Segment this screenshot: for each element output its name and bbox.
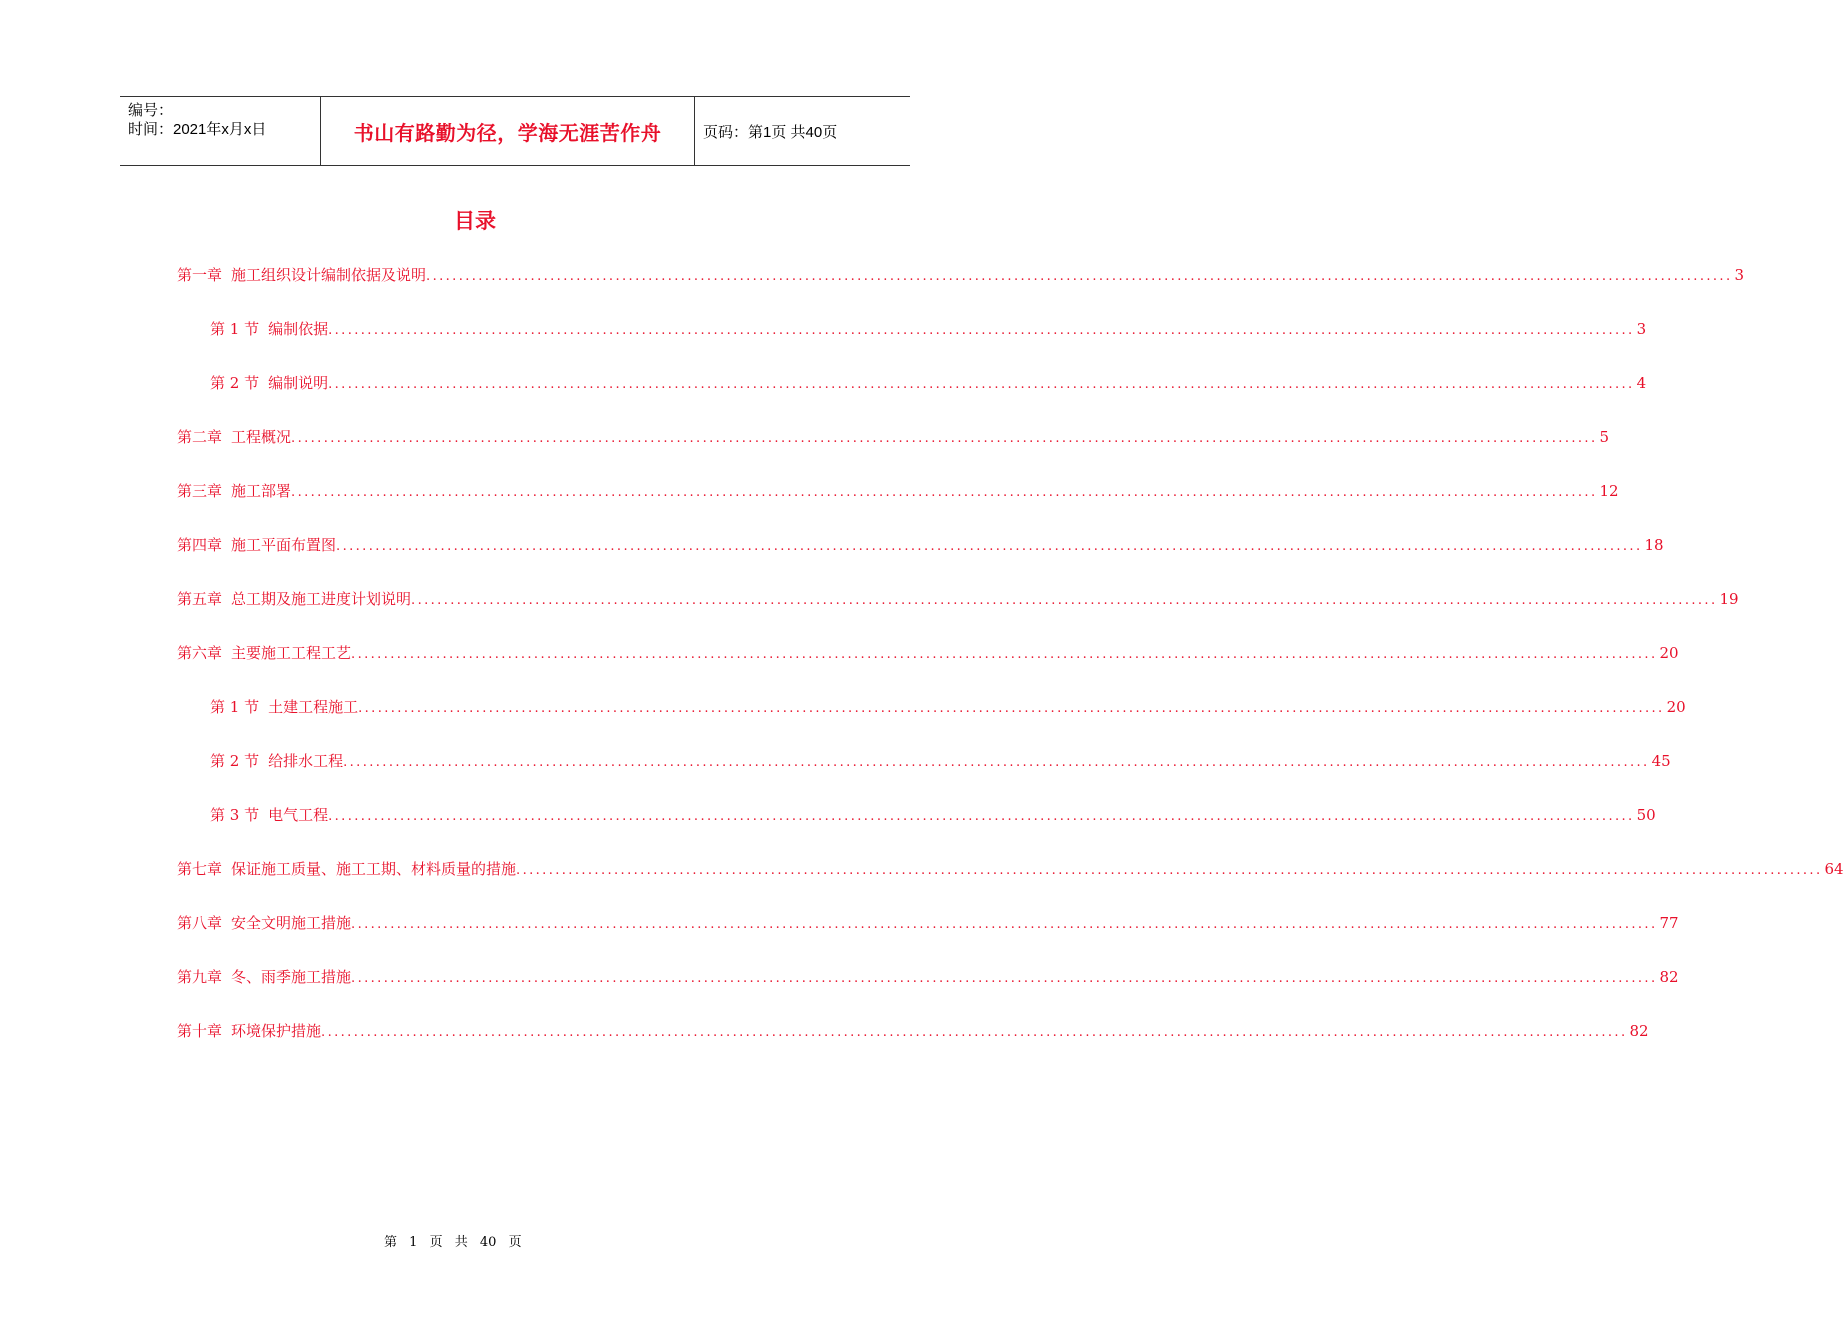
toc-entry-title: 施工平面布置图 [231,536,337,554]
toc-entry-page: 4 [1636,374,1647,392]
toc-dot-leader: ........................................................................................................................................................................................................ [426,269,1733,284]
toc-dot-leader: ........................................................................................................................................................................................................ [328,323,1635,338]
toc-entry-number: 第二章 [177,428,223,446]
header-page-cell [695,97,910,165]
toc-entry-page: 12 [1599,482,1619,500]
footer-ye-2: 页 [508,1235,522,1250]
toc-entry[interactable] [177,966,1679,988]
toc-entry-page: 50 [1636,806,1656,824]
toc-entry-page: 45 [1651,752,1671,770]
footer-page-number: 1 [409,1235,418,1250]
toc-entry[interactable] [177,534,1664,556]
toc-entry-number: 第 1 节 [210,698,260,716]
footer-di: 第 [384,1235,398,1250]
toc-entry-page: 82 [1629,1022,1649,1040]
toc-entry-number: 第十章 [177,1022,223,1040]
toc-dot-leader: ........................................................................................................................................................................................................ [351,971,1658,986]
page-header [120,96,910,166]
footer-ye: 页 [429,1235,443,1250]
toc-dot-leader: ........................................................................................................................................................................................................ [343,755,1650,770]
toc-entry-page: 3 [1734,266,1745,284]
toc-entry-number: 第 2 节 [210,374,260,392]
toc-entry[interactable] [177,264,1745,286]
toc-entry-page: 5 [1599,428,1610,446]
toc-entry[interactable] [177,426,1610,448]
toc-dot-leader: ........................................................................................................................................................................................................ [321,1025,1628,1040]
toc-entry-title: 施工部署 [231,482,292,500]
toc-dot-leader: ........................................................................................................................................................................................................ [358,701,1665,716]
toc-entry-number: 第 1 节 [210,320,260,338]
toc-entry-page: 19 [1719,590,1739,608]
time-label: 时间：2021年x月x日 [128,121,267,138]
toc-entry-title: 给排水工程 [268,752,344,770]
footer-gong: 共 [454,1235,468,1250]
toc-title: 目录 [454,209,496,233]
toc-entry[interactable] [177,480,1619,502]
toc-entry[interactable] [210,750,1671,772]
toc-entry[interactable] [210,372,1647,394]
toc-entry-page: 18 [1644,536,1664,554]
toc-entry-number: 第 3 节 [210,806,260,824]
toc-entry-number: 第七章 [177,860,223,878]
page-info: 页码：第1页 共40页 [703,123,838,141]
toc-entry-page: 20 [1666,698,1686,716]
toc-dot-leader: ........................................................................................................................................................................................................ [291,431,1598,446]
toc-entry[interactable] [177,1020,1649,1042]
toc-entry[interactable] [210,696,1686,718]
toc-entry-page: 3 [1636,320,1647,338]
toc-entry-title: 冬、雨季施工措施 [231,968,352,986]
toc-dot-leader: ........................................................................................................................................................................................................ [291,485,1598,500]
toc-entry-page: 64 [1824,860,1844,878]
toc-entry-number: 第三章 [177,482,223,500]
toc-entry[interactable] [177,858,1844,880]
toc-entry-page: 20 [1659,644,1679,662]
toc-dot-leader: ........................................................................................................................................................................................................ [351,917,1658,932]
serial-label: 编号： [128,102,174,119]
toc-entry[interactable] [177,642,1679,664]
toc-entry-page: 77 [1659,914,1679,932]
toc-entry-title: 总工期及施工进度计划说明 [231,590,412,608]
toc-entry[interactable] [177,912,1679,934]
toc-entry-number: 第四章 [177,536,223,554]
footer-total-pages: 40 [479,1235,497,1250]
toc-dot-leader: ........................................................................................................................................................................................................ [516,863,1823,878]
toc-entry-title: 施工组织设计编制依据及说明 [231,266,427,284]
toc-entry-number: 第六章 [177,644,223,662]
toc-entry-number: 第一章 [177,266,223,284]
toc-dot-leader: ........................................................................................................................................................................................................ [411,593,1718,608]
toc-entry-title: 安全文明施工措施 [231,914,352,932]
toc-dot-leader: ........................................................................................................................................................................................................ [328,377,1635,392]
toc-entry-title: 工程概况 [231,428,292,446]
toc-entry-title: 主要施工工程工艺 [231,644,352,662]
header-meta-cell [120,97,321,165]
toc-entry-title: 编制说明 [268,374,329,392]
toc-dot-leader: ........................................................................................................................................................................................................ [328,809,1635,824]
toc-entry-number: 第八章 [177,914,223,932]
motto-text: 书山有路勤为径，学海无涯苦作舟 [353,120,662,145]
toc-entry-page: 82 [1659,968,1679,986]
toc-entry[interactable] [177,588,1739,610]
toc-entry-number: 第九章 [177,968,223,986]
toc-entry-title: 编制依据 [268,320,329,338]
toc-dot-leader: ........................................................................................................................................................................................................ [351,647,1658,662]
toc-entry-number: 第五章 [177,590,223,608]
toc-entry-number: 第 2 节 [210,752,260,770]
toc-dot-leader: ........................................................................................................................................................................................................ [336,539,1643,554]
toc-entry-title: 电气工程 [268,806,329,824]
header-motto-cell [321,97,695,165]
page-footer [0,1231,950,1250]
toc-entry-title: 保证施工质量、施工工期、材料质量的措施 [231,860,517,878]
toc-entry-title: 环境保护措施 [231,1022,322,1040]
toc-entry[interactable] [210,804,1656,826]
toc-entry-title: 土建工程施工 [268,698,359,716]
toc-entry[interactable] [210,318,1647,340]
